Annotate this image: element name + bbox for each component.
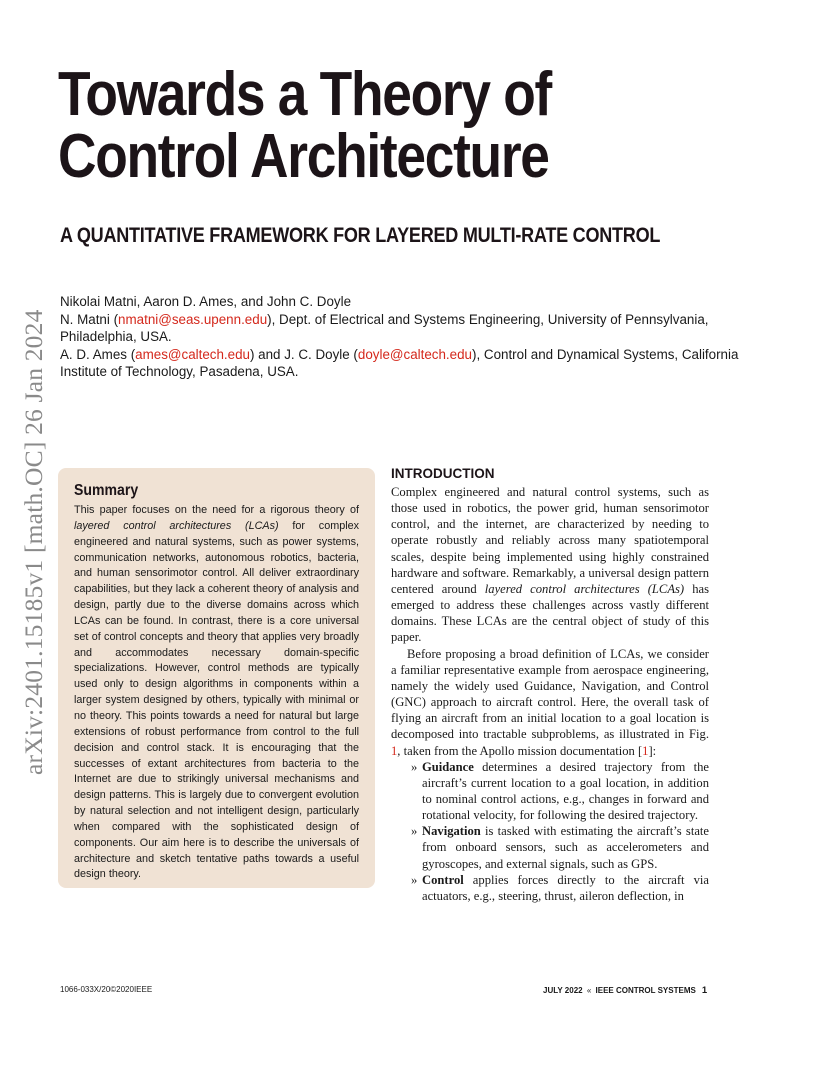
paper-title-line-1: Towards a Theory of bbox=[58, 60, 551, 129]
bullet-marker-icon: » bbox=[411, 824, 418, 839]
bullet-marker-icon: » bbox=[411, 759, 418, 774]
paper-subtitle: A QUANTITATIVE FRAMEWORK FOR LAYERED MULTI-RATE CONTROL bbox=[60, 224, 661, 247]
affiliation-doyle-prefix: ) and J. C. Doyle ( bbox=[249, 346, 358, 362]
bullet-marker-icon: » bbox=[411, 872, 418, 887]
footer-copyright: 1066-033X/20©2020IEEE bbox=[60, 985, 153, 994]
email-link-matni[interactable]: nmatni@seas.upenn.edu bbox=[118, 311, 268, 327]
page-number: 1 bbox=[701, 985, 708, 996]
paper-title bbox=[58, 60, 660, 191]
affiliation-ames-doyle-line-2: Institute of Technology, Pasadena, USA. bbox=[60, 364, 299, 379]
email-link-ames[interactable]: ames@caltech.edu bbox=[135, 346, 250, 362]
author-block bbox=[60, 293, 740, 381]
affiliation-matni-prefix: N. Matni ( bbox=[60, 311, 119, 327]
paper-title-line-2: Control Architecture bbox=[58, 122, 549, 191]
summary-box bbox=[58, 468, 375, 888]
footer-separator: « bbox=[586, 986, 592, 995]
email-link-doyle[interactable]: doyle@caltech.edu bbox=[357, 346, 472, 362]
figure-1-reference-link[interactable]: 1 bbox=[391, 743, 398, 758]
bullet-text-control: applies forces directly to the aircraft via actuators, e.g., steering, thrust, aileron deflection, in bbox=[422, 872, 709, 903]
introduction-body bbox=[391, 484, 709, 904]
arxiv-identifier-stamp: arXiv:2401.15185v1 [math.OC] 26 Jan 2024 bbox=[19, 309, 48, 775]
summary-text-rest: for complex engineered and natural systems, such as power systems, communication networks, autonomous robotics, bacteria, and human sensorimotor control. All deliver extraordinary capabilities, but they lack a coherent theory of analysis and design, partly due to the diverse domains across which LCAs can be found. In contrast, there is a core universal set of control concepts and theory that applies very broadly and accommodates necessary domain-specific specializations. However, control methods are typically used only to design algorithms in components within a larger system designed by others, typically with minimal or no theory. This points towards a need for natural but large extensions of robust performance from control to the full decision and control stack. It is encouraging that the successes of extant architectures from bacteria to the Internet are due to strikingly universal mechanisms and design patterns. This is largely due to convergent evolution by natural selection and not intelligent design, particularly when compared with the sophisticated design of components. Our aim here is to describe the universals of architecture and sketch tentative paths towards a useful design theory. bbox=[74, 519, 359, 881]
intro-p1-end: has emerged to address these challenges across vastly different domains. These LCAs are the central object of study of this paper. bbox=[391, 581, 709, 645]
bullet-term-guidance: Guidance bbox=[422, 759, 474, 774]
affiliation-matni-suffix: ), Dept. of Electrical and Systems Engineering, University of Pennsylvania, bbox=[267, 311, 709, 327]
bullet-term-control: Control bbox=[422, 872, 464, 887]
affiliation-ames-doyle bbox=[60, 346, 740, 364]
affiliation-ames-prefix: A. D. Ames ( bbox=[60, 346, 136, 362]
footer-magazine-name: IEEE CONTROL SYSTEMS bbox=[595, 986, 696, 995]
author-names: Nikolai Matni, Aaron D. Ames, and John C. Doyle bbox=[60, 294, 352, 309]
citation-1-link[interactable]: 1 bbox=[642, 743, 649, 758]
bullet-navigation bbox=[391, 823, 709, 871]
gnc-bullet-list bbox=[391, 759, 709, 904]
affiliation-ames-doyle-suffix: ), Control and Dynamical Systems, California bbox=[472, 346, 739, 362]
bullet-control bbox=[391, 872, 709, 904]
summary-text-start: This paper focuses on the need for a rigorous theory of bbox=[74, 504, 359, 516]
intro-p1-emphasis: layered control architectures (LCAs) bbox=[484, 581, 685, 596]
intro-paragraph-1 bbox=[391, 484, 709, 646]
intro-p2-mid: , taken from the Apollo mission documentation [ bbox=[397, 743, 643, 758]
affiliation-matni-line-2: Philadelphia, USA. bbox=[60, 329, 172, 344]
summary-heading: Summary bbox=[74, 482, 139, 499]
intro-paragraph-2 bbox=[391, 646, 709, 759]
footer-running-head bbox=[543, 985, 707, 996]
bullet-guidance bbox=[391, 759, 709, 824]
intro-p2-end: ]: bbox=[648, 743, 657, 758]
summary-emphasis-lca: layered control architectures (LCAs) bbox=[74, 519, 279, 532]
affiliation-matni bbox=[60, 311, 740, 329]
footer-date: JULY 2022 bbox=[543, 986, 583, 995]
intro-p2-start: Before proposing a broad definition of LCAs, we consider a familiar representative example from aerospace engineering, namely the widely used Guidance, Navigation, and Control (GNC) approach to aircraft control. Here, the overall task of flying an aircraft from an initial location to a goal location is decomposed into tractable subproblems, as illustrated in Fig. bbox=[391, 646, 709, 742]
bullet-term-navigation: Navigation bbox=[422, 824, 481, 839]
intro-p1-start: Complex engineered and natural control systems, such as those used in robotics, the power grid, human sensorimotor control, and the internet, are characterized by needing to operate robustly and reliably across many spatiotemporal scales, despite being implemented using highly constrained hardware and software. Remarkably, a universal design pattern centered around bbox=[391, 485, 709, 596]
summary-text bbox=[74, 503, 359, 883]
introduction-heading: INTRODUCTION bbox=[391, 466, 495, 481]
bullet-text-guidance: determines a desired trajectory from the aircraft’s current location to a goal location, in addition to nominal control actions, e.g., changes in forward and rotational velocity, for following the desired trajectory. bbox=[422, 759, 709, 823]
bullet-text-navigation: is tasked with estimating the aircraft’s state from onboard sensors, such as accelerometers and gyroscopes, and external signals, such as GPS. bbox=[422, 824, 709, 871]
